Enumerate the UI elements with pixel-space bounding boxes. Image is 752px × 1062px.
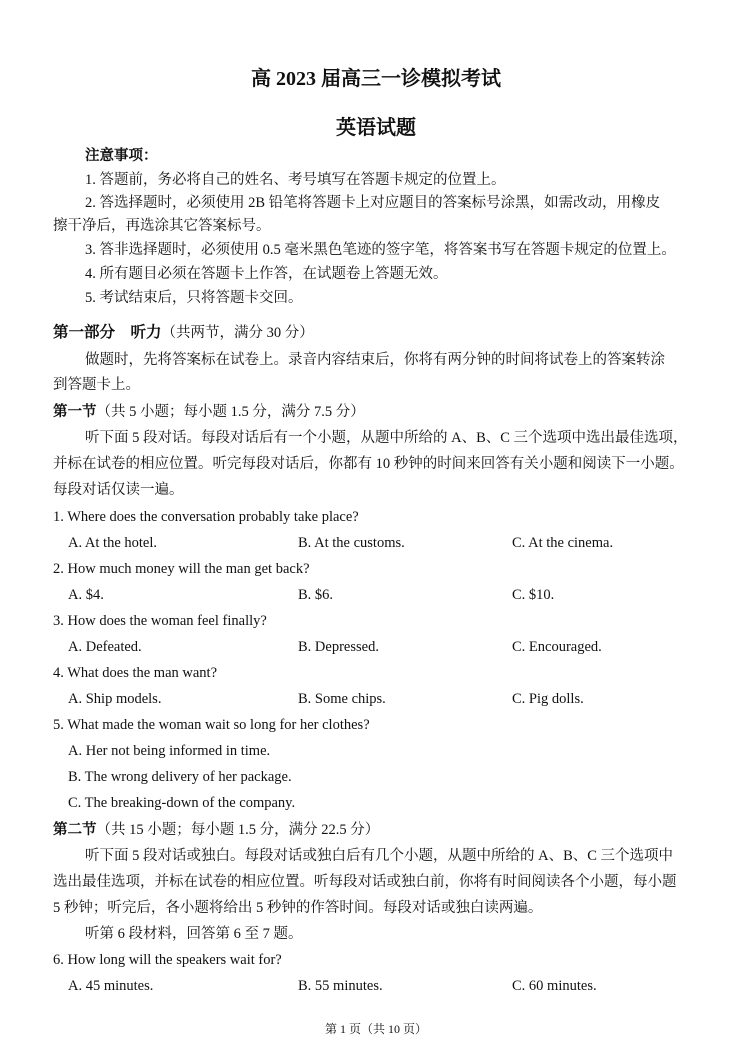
- option-a: A. $4.: [68, 587, 104, 603]
- notice-item: 擦干净后，再选涂其它答案标号。: [53, 218, 271, 234]
- section1-heading-row: [53, 403, 365, 421]
- option-b: B. At the customs.: [298, 535, 405, 551]
- question-stem: 4. What does the man want?: [53, 665, 218, 681]
- notice-item: 4. 所有题目必须在答题卡上作答，在试题卷上答题无效。: [85, 266, 448, 282]
- notice-item: 5. 考试结束后，只将答题卡交回。: [85, 290, 303, 306]
- notice-item: 2. 答选择题时，必须使用 2B 铅笔将答题卡上对应题目的答案标号涂黑，如需改动，用橡皮: [85, 195, 661, 211]
- option-b: B. 55 minutes.: [298, 978, 383, 994]
- notice-item: 3. 答非选择题时，必须使用 0.5 毫米黑色笔迹的签字笔，将答案书写在答题卡规定的位置上。: [85, 242, 676, 258]
- notice-item: 1. 答题前，务必将自己的姓名、考号填写在答题卡规定的位置上。: [85, 172, 506, 188]
- option-a: A. Defeated.: [68, 639, 142, 655]
- section1-heading: 第一节: [53, 404, 97, 420]
- exam-subtitle: 英语试题: [336, 117, 416, 139]
- option-c: C. Encouraged.: [512, 639, 602, 655]
- option-c: C. The breaking-down of the company.: [68, 795, 296, 811]
- notice-heading: 注意事项：: [85, 148, 158, 164]
- option-a: A. At the hotel.: [68, 535, 158, 551]
- part1-heading: 第一部分 听力: [53, 324, 162, 341]
- option-b: B. Some chips.: [298, 691, 386, 707]
- question-stem: 3. How does the woman feel finally?: [53, 613, 267, 629]
- option-b: B. Depressed.: [298, 639, 379, 655]
- option-b: B. The wrong delivery of her package.: [68, 769, 292, 785]
- option-c: C. $10.: [512, 587, 555, 603]
- option-a: A. Her not being informed in time.: [68, 743, 271, 759]
- option-c: C. At the cinema.: [512, 535, 614, 551]
- question-stem: 5. What made the woman wait so long for her clothes?: [53, 717, 370, 733]
- section1-intro: 听下面 5 段对话。每段对话后有一个小题，从题中所给的 A、B、C 三个选项中选出最佳选项，: [85, 430, 688, 446]
- section2-heading: 第二节: [53, 822, 97, 838]
- section1-heading-note: （共 5 小题；每小题 1.5 分，满分 7.5 分）: [96, 404, 365, 420]
- part1-heading-row: [53, 324, 314, 342]
- option-c: C. Pig dolls.: [512, 691, 584, 707]
- part1-intro: 做题时，先将答案标在试卷上。录音内容结束后，你将有两分钟的时间将试卷上的答案转涂: [85, 352, 665, 368]
- section2-intro: 5 秒钟；听完后，各小题将给出 5 秒钟的作答时间。每段对话或独白读两遍。: [53, 900, 543, 916]
- section2-heading-note: （共 15 小题；每小题 1.5 分，满分 22.5 分）: [96, 822, 380, 838]
- material-instruction: 听第 6 段材料，回答第 6 至 7 题。: [85, 926, 303, 942]
- section1-intro: 每段对话仅读一遍。: [53, 482, 184, 498]
- option-b: B. $6.: [298, 587, 334, 603]
- page-footer: 第 1 页（共 10 页）: [324, 1022, 427, 1036]
- option-a: A. 45 minutes.: [68, 978, 154, 994]
- question-stem: 6. How long will the speakers wait for?: [53, 952, 282, 968]
- option-a: A. Ship models.: [68, 691, 162, 707]
- section1-intro: 并标在试卷的相应位置。听完每段对话后，你都有 10 秒钟的时间来回答有关小题和阅读下一小题。: [53, 456, 684, 472]
- section2-heading-row: [53, 821, 379, 839]
- part1-intro: 到答题卡上。: [53, 377, 140, 393]
- section2-intro: 选出最佳选项，并标在试卷的相应位置。听每段对话或独白前，你将有时间阅读各个小题，每小题: [53, 874, 677, 890]
- section2-intro: 听下面 5 段对话或独白。每段对话或独白后有几个小题，从题中所给的 A、B、C 三个选项中: [85, 848, 674, 864]
- option-c: C. 60 minutes.: [512, 978, 597, 994]
- part1-heading-note: （共两节，满分 30 分）: [161, 325, 314, 341]
- exam-title: 高 2023 届高三一诊模拟考试: [251, 68, 501, 90]
- question-stem: 1. Where does the conversation probably take place?: [53, 509, 359, 525]
- question-stem: 2. How much money will the man get back?: [53, 561, 310, 577]
